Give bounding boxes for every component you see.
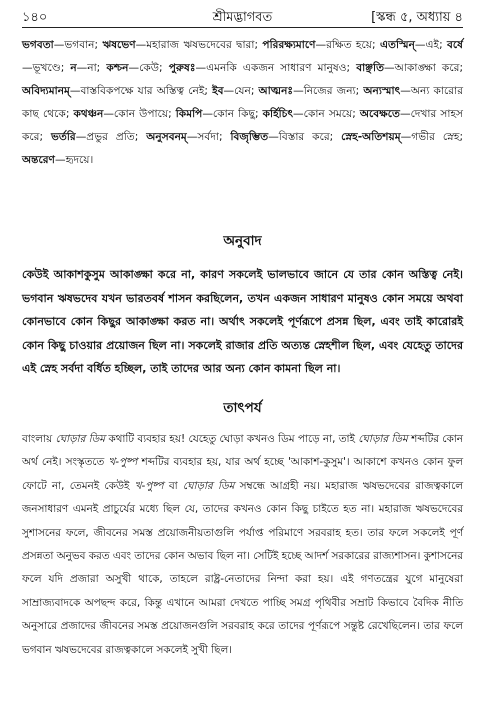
word-meaning: ভগবান (64, 39, 95, 51)
canto-chapter: [স্কন্ধ ৫, অধ্যায় ৪ (371, 10, 463, 25)
word-meaning: দেখার সাহস করে (22, 108, 464, 143)
word-term: ভর্তরি (50, 131, 76, 143)
purport-italic-term: খ-পুষ্প (134, 479, 164, 492)
word-term: ইব (212, 85, 224, 97)
word-term: ভগবতা (22, 39, 54, 51)
word-meaning: আকাঙ্ক্ষা করে (394, 62, 460, 74)
word-meaning: প্রভুর প্রতি (86, 131, 135, 143)
word-meaning: না (87, 62, 97, 74)
word-meaning: যেন (234, 85, 251, 97)
word-meaning: কোন কিছু (212, 108, 255, 120)
word-term: ঋষভেণ (102, 39, 136, 51)
word-meaning: এই (425, 39, 440, 51)
word-meaning: সর্বদা (197, 131, 219, 143)
word-term: বিজৃম্ভিত (230, 131, 269, 143)
word-meanings: ভগবতা—ভগবান; ঋষভেণ—মহারাজ ঋষভদেবের দ্বারা; পরিরক্ষ্যমাণে—রক্ষিত হয়ে; এতস্মিন্—এই; বর্ষে—ভূখণ্ডে; ন—না; কশ্চন—কেউ; পুরুষঃ—এমনকি একজন সাধারণ মানুষও; বাঞ্ছতি—আকাঙ্ক্ষা করে; অবিদ্যমানম্—বাস্তবিকপক্ষে যার অস্তিত্ব নেই; ইব—যেন; আত্মনঃ—নিজের জন্য; অন্যস্মাৎ—অন্য কারোর কাছ থেকে; কথঞ্চন—কোন উপায়ে; কিমপি—কোন কিছু; কর্হিচিৎ—কোন সময়ে; অবেক্ষতে—দেখার সাহস করে; ভর্তরি—প্রভুর প্রতি; অনুসবনম্—সর্বদা; বিজৃম্ভিত—বিস্তার করে; স্নেহ-অতিশয়ম্—গভীর স্নেহ; অন্তরেণ—হৃদয়ে। (22, 39, 464, 166)
book-title: শ্রীমদ্ভাগবত (212, 10, 273, 25)
word-term: অন্যস্মাৎ (363, 85, 401, 97)
word-term: কথঞ্চন (73, 108, 104, 120)
header-divider (22, 27, 463, 28)
purport-italic-term: ঘোড়ার ডিম (55, 433, 106, 445)
word-term: কর্হিচিৎ (262, 108, 294, 120)
purport-italic-term: খ-পুষ্প (108, 456, 138, 469)
word-term: কিমপি (175, 108, 203, 120)
word-meaning: মহারাজ ঋষভদেবের দ্বারা (146, 39, 255, 51)
word-meaning: অন্য কারোর কাছ থেকে (22, 85, 464, 120)
word-term: অনুসবনম্ (146, 131, 187, 143)
word-term: আত্মনঃ (258, 85, 294, 97)
word-meaning: কেউ (139, 62, 160, 74)
word-term: পুরুষঃ (168, 62, 196, 74)
word-meaning: বিস্তার করে (278, 131, 330, 143)
word-term: অন্তরেণ (22, 154, 55, 166)
word-meaning: ভূখণ্ডে (32, 62, 61, 74)
translation-text: কেউই আকাশকুসুম আকাঙ্ক্ষা করে না, কারণ সকলেই ভালভাবে জানে যে তার কোন অস্তিত্ব নেই। ভগবান ঋষভদেব যখন ভারতবর্ষ শাসন করছিলেন, তখন একজন সাধারণ মানুষও কোন সময়ে অথবা কোনভাবে কোন কিছুর আকাঙ্ক্ষা করত না। অর্থাৎ সকলেই পূর্ণরূপে প্রসন্ন ছিল, এবং তাই কারোরই কোন কিছু চাওয়ার প্রয়োজন ছিল না। সকলেই রাজার প্রতি অত্যন্ত স্নেহশীল ছিল, এবং যেহেতু তাদের এই স্নেহ সর্বদা বর্ধিত হচ্ছিল, তাই তাদের আর অন্য কোন কামনা ছিল না। (22, 268, 463, 375)
word-term: বাঞ্ছতি (356, 62, 385, 74)
translation-heading: অনুবাদ (223, 233, 262, 249)
page-header (22, 6, 463, 28)
word-term: কশ্চন (106, 62, 129, 74)
word-meaning: রক্ষিত হয়ে (326, 39, 372, 51)
purport-segment: সম্বন্ধে আগ্রহী নয়। মহারাজ ঋষভদেবের রাজত্বকালে জনসাধারণ এমনই প্রাচুর্যের মধ্যে ছিল যে, তাদের কখনও কোন কিছু চাইতে হত না। মহারাজ ঋষভদেবের সুশাসনের ফলে, জীবনের সমস্ত প্রয়োজনীয়তাগুলি পর্যাপ্ত পরিমাণে সরবরাহ হত। তার ফলে সকলেই পূর্ণ প্রসন্নতা অনুভব করত এবং তাদের কোন অভাব ছিল না। সেটিই হচ্ছে আদর্শ সরকারের রাজ্যশাসন। কুশাসনের ফলে যদি প্রজারা অসুখী থাকে, তাহলে রাষ্ট্র-নেতাদের নিন্দা করা হয়। এই গণতন্ত্রের যুগে মানুষেরা সাম্রাজ্যবাদকে অপছন্দ করে, কিন্তু এখানে আমরা দেখতে পাচ্ছি সমগ্র পৃথিবীর সম্রাট কিভাবে বৈদিক নীতি অনুসারে প্রজাদের জীবনের সমস্ত প্রয়োজনগুলি সরবরাহ করে তাদের পূর্ণরূপে সন্তুষ্ট রেখেছিলেন। তার ফলে ভগবান ঋষভদেবের রাজত্বকালে সকলেই সুখী ছিল। (22, 479, 463, 656)
word-term: অবেক্ষতে (359, 108, 400, 120)
word-meaning: হৃদয়ে (65, 154, 90, 166)
purport-italic-term: ঘোড়ার ডিম (182, 479, 235, 492)
word-term: ন (70, 62, 77, 74)
word-term: বর্ষে (447, 39, 464, 51)
purport-segment: শব্দটির ব্যবহার হয়, যার অর্থ হচ্ছে 'আকাশ-কুসুম'। আকাশে কখনও কোন ফুল ফোটে না, তেমনই কেউই (22, 456, 464, 492)
purport-segment: বা (163, 479, 183, 492)
word-term: অবিদ্যমানম্ (22, 85, 70, 97)
word-meaning: কোন সময়ে (303, 108, 353, 120)
purport-segment: শব্দটির কোন অর্থ নেই। সংস্কৃততে (22, 433, 463, 469)
purport-text (22, 428, 463, 662)
word-meaning: কোন উপায়ে (113, 108, 169, 120)
word-meaning: বাস্তবিকপক্ষে যার অস্তিত্ব নেই (80, 85, 205, 97)
word-meaning: নিজের জন্য (303, 85, 356, 97)
word-term: স্নেহ-অতিশয়ম্ (341, 131, 401, 143)
word-meaning: এমনকি একজন সাধারণ মানুষও (206, 62, 347, 74)
word-meaning: গভীর স্নেহ (411, 131, 460, 143)
word-term: পরিরক্ষ্যমাণে (262, 39, 316, 51)
purport-italic-term: ঘোড়ার ডিম (358, 433, 408, 445)
purport-segment: কথাটি ব্যবহার হয়! যেহেতু ঘোড়া কখনও ডিম পাড়ে না, তাই (105, 433, 359, 445)
word-term: এতস্মিন্ (379, 39, 415, 51)
purport-heading: তাৎপর্য (223, 400, 262, 416)
page-number: ১৪০ (22, 10, 48, 25)
purport-segment: বাংলায় (22, 433, 56, 445)
